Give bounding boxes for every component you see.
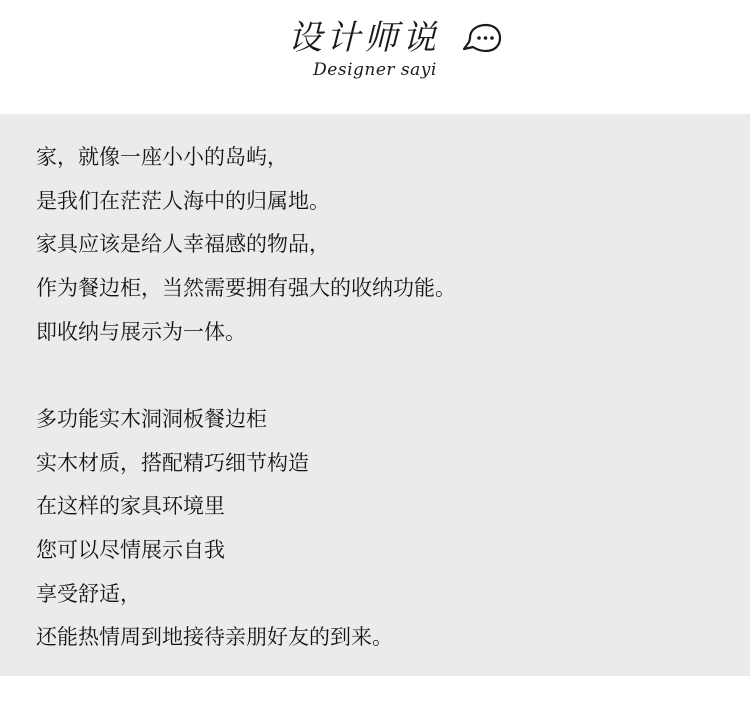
- text-line: 作为餐边柜，当然需要拥有强大的收纳功能。: [36, 276, 456, 301]
- text-line: 在这样的家具环境里: [36, 494, 225, 519]
- section-title: 设计师说: [288, 18, 440, 58]
- text-line: 享受舒适，: [36, 581, 141, 606]
- text-line: 实木材质，搭配精巧细节构造: [36, 450, 309, 475]
- title-row: [288, 14, 502, 62]
- paragraph-features: [36, 398, 393, 660]
- text-line: 多功能实木洞洞板餐边柜: [36, 407, 267, 431]
- text-line: 家具应该是给人幸福感的物品，: [36, 232, 330, 257]
- chat-bubble-icon: [462, 22, 502, 54]
- description-panel: [0, 114, 750, 676]
- text-line: 即收纳与展示为一体。: [36, 319, 246, 344]
- text-line: 家，就像一座小小的岛屿，: [36, 145, 288, 169]
- text-line: 您可以尽情展示自我: [36, 538, 225, 563]
- paragraph-intro: [36, 136, 456, 354]
- header-section: [0, 0, 750, 114]
- section-subtitle: Designer sayi: [313, 60, 437, 80]
- text-line: 是我们在茫茫人海中的归属地。: [36, 188, 330, 213]
- text-line: 还能热情周到地接待亲朋好友的到来。: [36, 625, 393, 650]
